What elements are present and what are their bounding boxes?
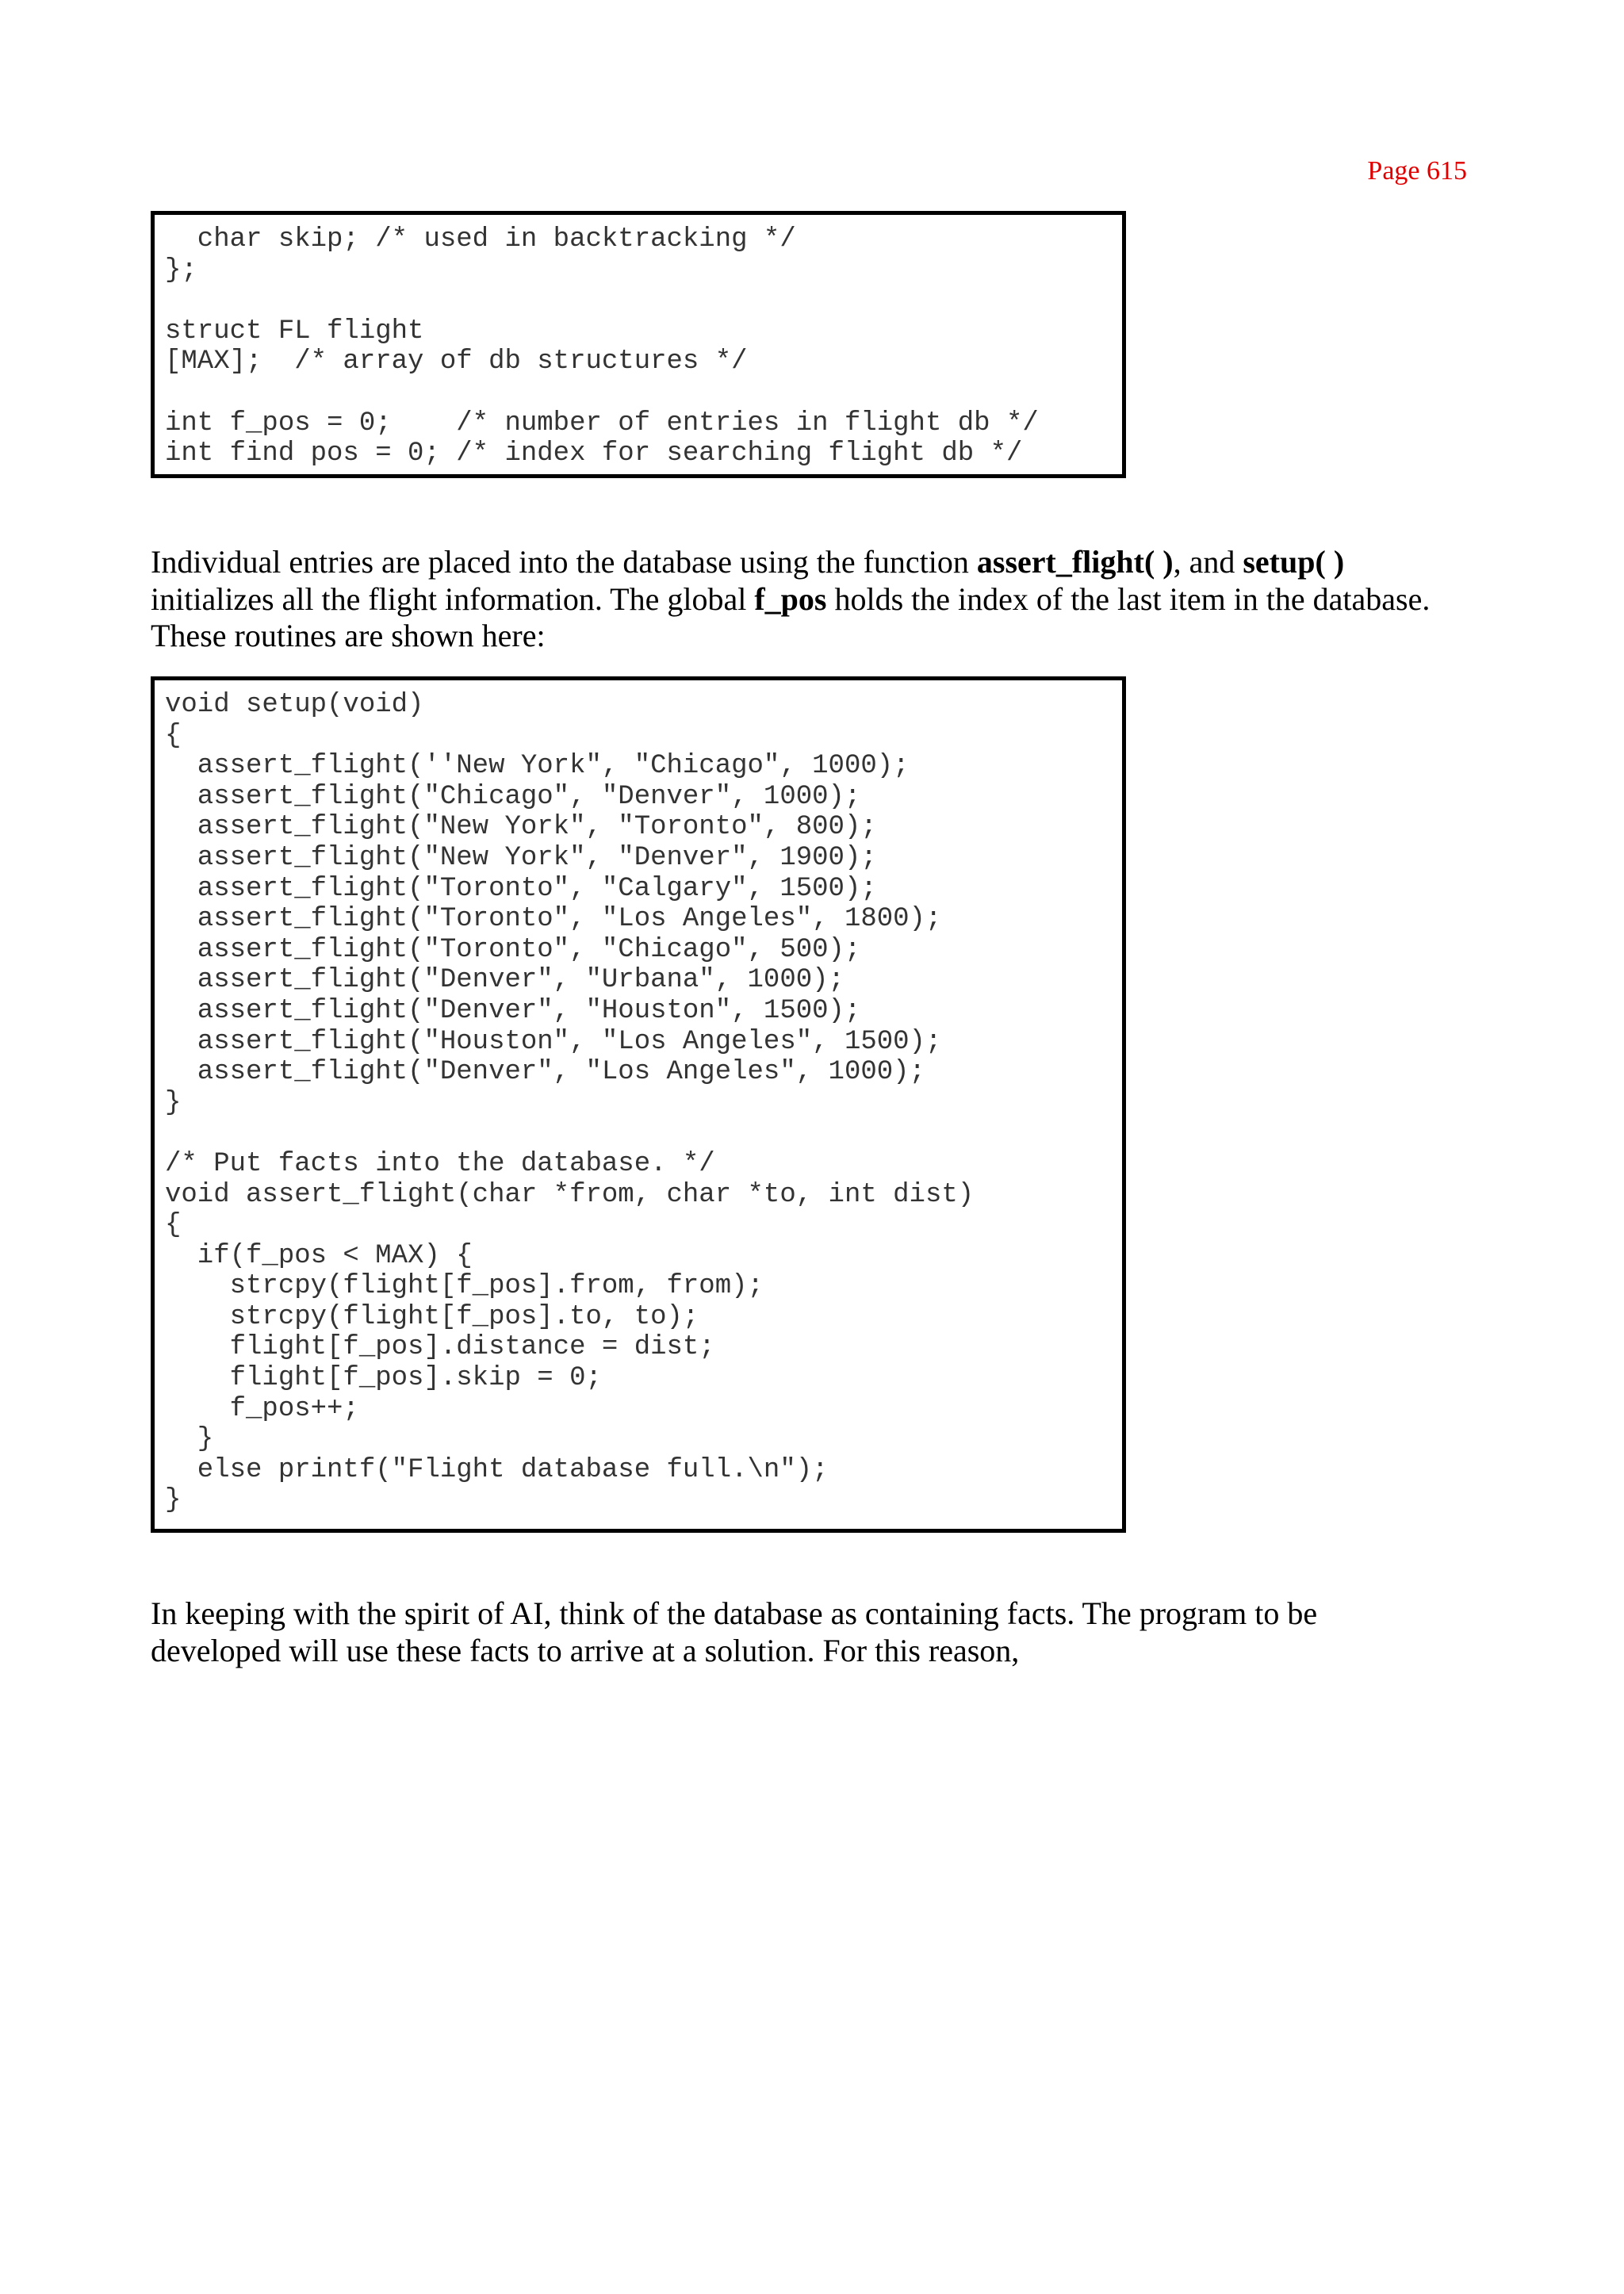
code-line: assert_flight("Houston", "Los Angeles", 1500); <box>165 1026 942 1057</box>
code-line: struct FL flight <box>165 316 424 347</box>
code-line: }; <box>165 255 197 285</box>
code-line: int f_pos = 0; /* number of entries in flight db */ <box>165 408 1039 439</box>
code-line: if(f_pos < MAX) { <box>165 1240 473 1271</box>
code-line: strcpy(flight[f_pos].to, to); <box>165 1301 699 1332</box>
text-run: holds the index of the last item in the database. <box>826 580 1431 617</box>
paragraph-line <box>151 581 1475 618</box>
page-number: Page 615 <box>1367 156 1467 186</box>
text-run: Individual entries are placed into the database using the function <box>151 544 977 580</box>
code-line: { <box>165 720 182 751</box>
text-run: , and <box>1173 544 1243 580</box>
code-line: strcpy(flight[f_pos].from, from); <box>165 1271 764 1302</box>
body-paragraph-intro <box>151 544 1475 655</box>
code-line: flight[f_pos].distance = dist; <box>165 1332 715 1363</box>
code-line: void assert_flight(char *from, char *to, int dist) <box>165 1179 975 1210</box>
code-line: } <box>165 1424 214 1455</box>
code-line: assert_flight("New York", "Toronto", 800); <box>165 812 877 843</box>
paragraph-line: developed will use these facts to arrive at a solution. For this reason, <box>151 1632 1020 1668</box>
code-block-setup <box>151 676 1126 1533</box>
code-line: [MAX]; /* array of db structures */ <box>165 347 748 377</box>
code-line: f_pos++; <box>165 1393 359 1424</box>
code-line: flight[f_pos].skip = 0; <box>165 1363 602 1394</box>
code-line <box>165 285 1122 316</box>
function-name-setup: setup( ) <box>1243 544 1345 580</box>
code-line <box>165 1118 1122 1149</box>
code-line: assert_flight("Chicago", "Denver", 1000); <box>165 781 861 812</box>
text-run: initializes all the flight information. The global <box>151 580 755 617</box>
paragraph-line <box>151 544 1475 581</box>
code-line: { <box>165 1210 182 1241</box>
code-line: } <box>165 1485 182 1516</box>
body-paragraph-facts <box>151 1595 1475 1669</box>
code-line: assert_flight("Toronto", "Chicago", 500); <box>165 934 861 965</box>
paragraph-line: These routines are shown here: <box>151 618 546 653</box>
code-line: assert_flight("Toronto", "Calgary", 1500); <box>165 873 877 904</box>
code-line: assert_flight("Denver", "Urbana", 1000); <box>165 965 845 996</box>
code-line: assert_flight("New York", "Denver", 1900); <box>165 842 877 873</box>
code-block-struct <box>151 211 1126 478</box>
function-name-assert-flight: assert_flight( ) <box>976 544 1174 580</box>
code-line <box>165 377 1122 408</box>
code-line: assert_flight(''New York", "Chicago", 1000); <box>165 751 910 782</box>
code-line: assert_flight("Denver", "Houston", 1500); <box>165 995 861 1026</box>
paragraph-line: In keeping with the spirit of AI, think of the database as containing facts. The program to be <box>151 1595 1318 1631</box>
code-line: assert_flight("Denver", "Los Angeles", 1000); <box>165 1057 925 1088</box>
code-line: /* Put facts into the database. */ <box>165 1148 715 1179</box>
code-line: void setup(void) <box>165 690 424 720</box>
variable-name-f-pos: f_pos <box>754 580 827 617</box>
code-line: else printf("Flight database full.\n"); <box>165 1454 829 1485</box>
code-line: char skip; /* used in backtracking */ <box>165 224 796 255</box>
code-line: assert_flight("Toronto", "Los Angeles", 1800); <box>165 904 942 935</box>
code-line: } <box>165 1087 182 1118</box>
code-line: int find pos = 0; /* index for searching flight db */ <box>165 439 1023 469</box>
